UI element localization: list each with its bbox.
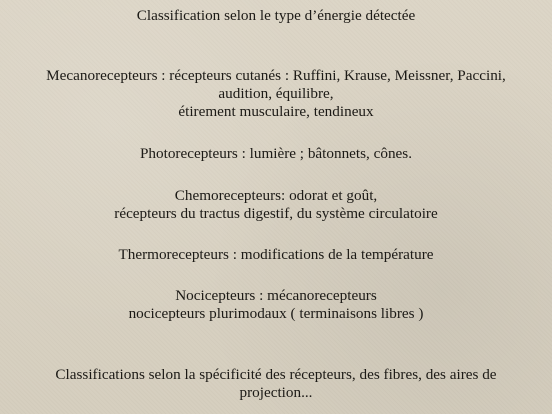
footer-line-2: projection... — [239, 384, 313, 401]
thermo-line-1: Thermorecepteurs : modifications de la température — [118, 246, 434, 263]
mecano-line-1: Mecanorecepteurs : récepteurs cutanés : Ruffini, Krause, Meissner, Paccini, — [46, 67, 506, 84]
footer-line-1: Classifications selon la spécificité des récepteurs, des fibres, des aires de — [55, 366, 497, 383]
mecano-line-3: étirement musculaire, tendineux — [178, 103, 374, 120]
mecano-line-2: audition, équilibre, — [218, 85, 334, 102]
slide-title: Classification selon le type d’énergie détectée — [136, 7, 416, 24]
noci-line-1: Nocicepteurs : mécanorecepteurs — [175, 287, 377, 304]
chemo-line-2: récepteurs du tractus digestif, du système circulatoire — [114, 205, 438, 222]
noci-line-2: nocicepteurs plurimodaux ( terminaisons libres ) — [128, 305, 424, 322]
chemo-line-1: Chemorecepteurs: odorat et goût, — [174, 187, 378, 204]
photo-line-1: Photorecepteurs : lumière ; bâtonnets, cônes. — [139, 145, 413, 162]
